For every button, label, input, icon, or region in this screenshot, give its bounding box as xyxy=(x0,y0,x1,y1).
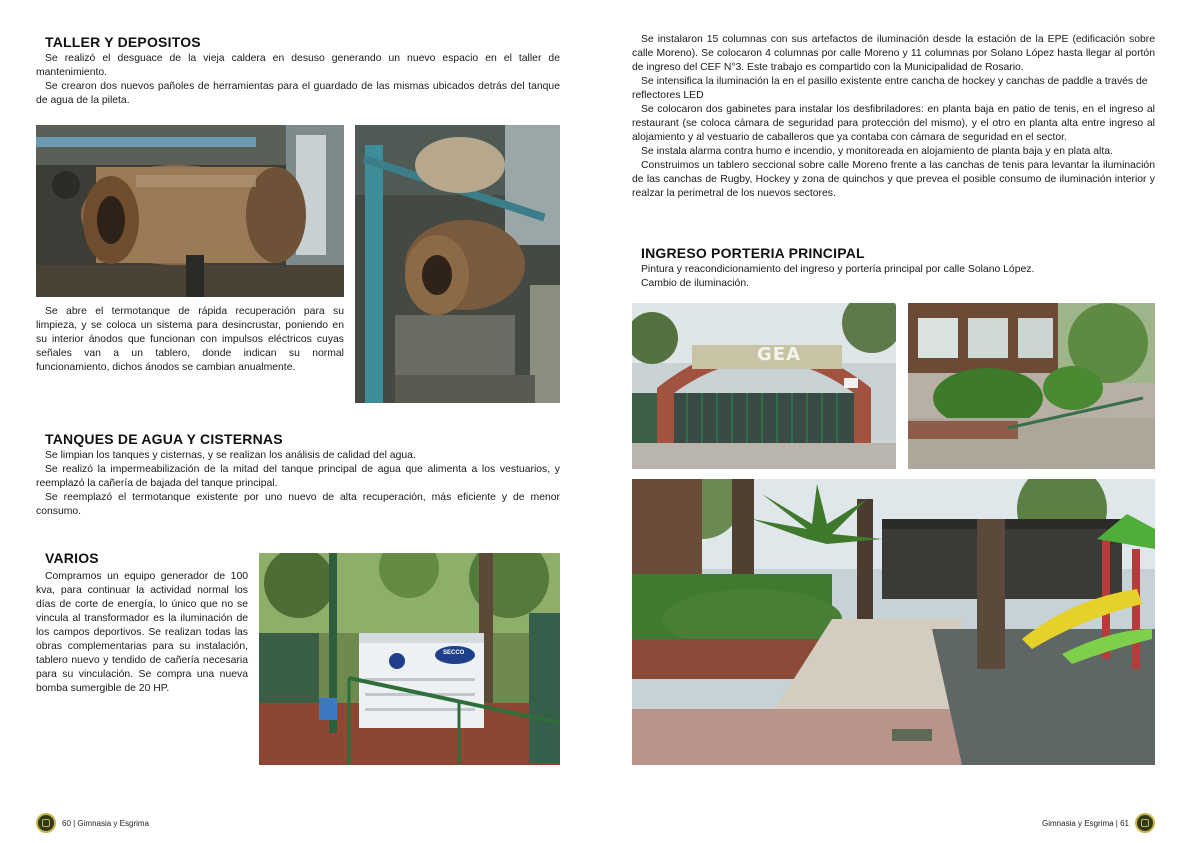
generator-brand-label: SECCO xyxy=(443,650,465,656)
section-title-tanques: TANQUES DE AGUA Y CISTERNAS xyxy=(45,431,283,447)
paragraph: Se limpian los tanques y cisternas, y se realizan los análisis de calidad del agua. xyxy=(45,450,416,461)
lighting-text xyxy=(632,33,1155,201)
entrance-garden-photo xyxy=(908,303,1155,469)
boiler-photo-2 xyxy=(355,125,560,403)
paragraph: Se instalaron 15 columnas con sus artefactos de iluminación desde la estación de la EPE (edificación sobre calle Moreno). Se colocaron 4 columnas por calle Moreno y 11 columnas por Solano López hasta llegar al portón de ingreso del CEF N°3. Este trabajo es compartido con la Municipalidad de Rosario. xyxy=(632,34,1155,73)
paragraph: Se realizó el desguace de la vieja caldera en desuso generando un nuevo espacio en el taller de mantenimiento. xyxy=(36,53,560,78)
footer-page-label: 60 | Gimnasia y Esgrima xyxy=(62,818,149,828)
paragraph: Se abre el termotanque de rápida recuperación para su limpieza, y se coloca un sistema para desincrustar, poniendo en su interior ánodos que funcionan con impulsos eléctricos cuyas señales van a un tablero, donde indican su normal funcionamiento, dichos ánodos se cambian anualmente. xyxy=(36,306,344,373)
right-page xyxy=(596,0,1191,843)
gate-sign-text: GEA xyxy=(757,344,802,365)
footer-right xyxy=(1037,812,1155,834)
boiler-photo xyxy=(36,125,344,297)
section-title-varios: VARIOS xyxy=(45,550,99,566)
section-text-taller xyxy=(36,52,560,108)
paragraph: Se realizó la impermeabilización de la mitad del tanque principal de agua que alimenta a los vestuarios, y reemplazó la cañería de bajada del tanque principal. xyxy=(36,464,560,489)
section-text-varios xyxy=(36,570,248,696)
paragraph: Cambio de iluminación. xyxy=(641,278,750,289)
paragraph: Se instala alarma contra humo e incendio, y monitoreada en alojamiento de planta baja y en plata alta. xyxy=(641,146,1113,157)
paragraph: Pintura y reacondicionamiento del ingreso y portería principal por calle Solano López. xyxy=(641,264,1035,275)
courtyard-playground-photo xyxy=(632,479,1155,765)
footer-left xyxy=(36,812,149,834)
termotanque-text xyxy=(36,305,344,375)
paragraph: Se colocaron dos gabinetes para instalar los desfibriladores: en planta baja en patio de tenis, en el ingreso al restaurant (se coloca cámara de seguridad para protección del mismo), y el otro en planta alta entre ingreso al alojamiento y al vestuario de caballeros que ya contaba con cámara de seguridad en el sector. xyxy=(632,104,1155,143)
section-title-ingreso: INGRESO PORTERIA PRINCIPAL xyxy=(641,245,865,261)
left-page xyxy=(0,0,595,843)
paragraph: Se reemplazó el termotanque existente por uno nuevo de alta recuperación, más eficiente y de menor consumo. xyxy=(36,492,560,517)
section-text-tanques xyxy=(36,449,560,519)
club-logo xyxy=(1135,813,1155,833)
paragraph: Se crearon dos nuevos pañoles de herramientas para el guardado de las mismas ubicados detrás del tanque de agua de la pileta. xyxy=(36,81,560,106)
section-title-taller: TALLER Y DEPOSITOS xyxy=(45,34,201,50)
paragraph: Se intensifica la iluminación la en el pasillo existente entre cancha de hockey y canchas de paddle a través de reflectores LED xyxy=(632,76,1148,101)
entrance-gate-photo xyxy=(632,303,896,469)
paragraph: Compramos un equipo generador de 100 kva, para continuar la actividad normal los días de corte de energía, lo único que no se vincula al transformador es la iluminación de los campos deportivos. Se realizan todas las obras complementarias para su instalación, tablero nuevo y tendido de cañería necesaria para su vinculación. Se compra una nueva bomba sumergible de 20 HP. xyxy=(36,571,248,694)
club-logo xyxy=(36,813,56,833)
paragraph: Construimos un tablero seccional sobre calle Moreno frente a las canchas de tenis para levantar la iluminación de las canchas de Rugby, Hockey y zona de quinchos y que prevea el posible consumo de iluminación interior y realzar la perimetral de los nuevos sectores. xyxy=(632,160,1155,199)
footer-page-label: Gimnasia y Esgrima | 61 xyxy=(1042,818,1129,828)
section-text-ingreso xyxy=(632,263,1155,291)
generator-photo xyxy=(259,553,560,765)
